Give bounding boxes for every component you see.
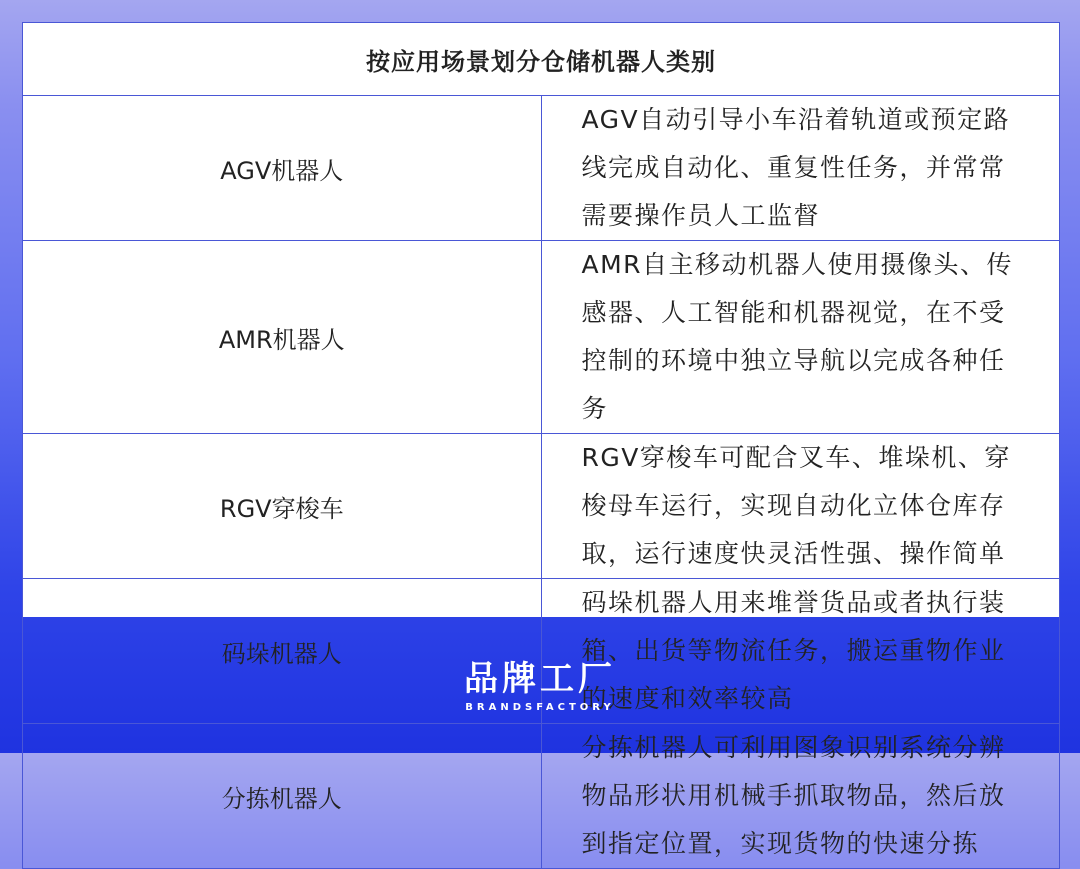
- table-header-row: [23, 23, 1060, 96]
- row-label: 分拣机器人: [23, 724, 542, 869]
- row-description: 分拣机器人可利用图象识别系统分辨物品形状用机械手抓取物品，然后放到指定位置，实现货物的快速分拣: [541, 724, 1060, 869]
- row-label: AMR机器人: [23, 241, 542, 434]
- row-label: AGV机器人: [23, 96, 542, 241]
- brand-logo-en: BRANDSFACTORY: [465, 702, 615, 713]
- table-row: [23, 96, 1060, 241]
- row-description: RGV穿梭车可配合叉车、堆垛机、穿梭母车运行，实现自动化立体仓库存取，运行速度快灵活性强、操作简单: [541, 434, 1060, 579]
- table-title: 按应用场景划分仓储机器人类别: [23, 23, 1060, 96]
- table-row: [23, 434, 1060, 579]
- table-row: [23, 241, 1060, 434]
- brand-logo-cn: 品牌工厂: [464, 659, 616, 699]
- row-label: RGV穿梭车: [23, 434, 542, 579]
- brand-logo: [0, 660, 1080, 713]
- table-row: [23, 724, 1060, 869]
- row-description: 码垛机器人用来堆誉货品或者执行装箱、出货等物流任务，搬运重物作业的速度和效率较高: [541, 579, 1060, 724]
- category-table: [22, 22, 1060, 869]
- row-label: 码垛机器人: [23, 579, 542, 724]
- row-description: AGV自动引导小车沿着轨道或预定路线完成自动化、重复性任务，并常常需要操作员人工监督: [541, 96, 1060, 241]
- row-description: AMR自主移动机器人使用摄像头、传感器、人工智能和机器视觉，在不受控制的环境中独立导航以完成各种任务: [541, 241, 1060, 434]
